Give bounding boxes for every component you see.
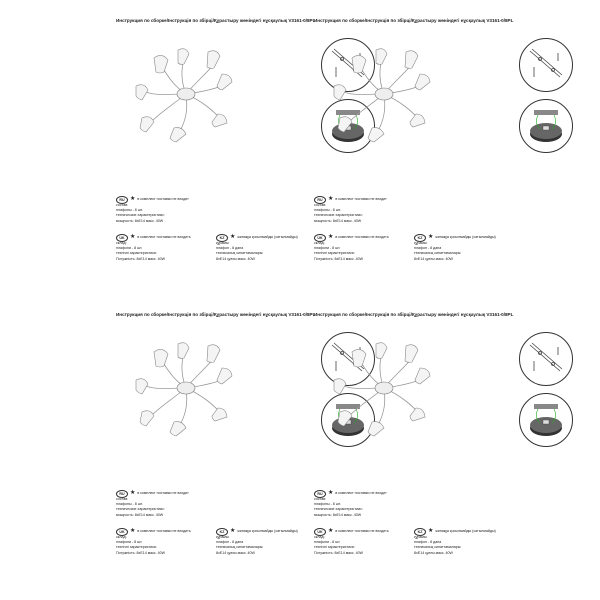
- ru-line: плафоны - 8 шт.: [314, 208, 341, 213]
- kz-line: техникалық сипаттамалары:: [216, 251, 264, 256]
- star-icon: ★: [328, 490, 334, 496]
- uk-badge: UK: [314, 528, 326, 536]
- spec-uk: [116, 234, 191, 262]
- spec-uk: [314, 528, 389, 556]
- ru-line: мощность: 8хE14 макс. 40W: [116, 512, 164, 517]
- ru-line: плафоны - 8 шт.: [116, 502, 143, 507]
- kz-line: техникалық сипаттамалары:: [414, 545, 462, 550]
- kz-badge: KZ: [216, 234, 228, 242]
- uk-line: плафони - 8 шт.: [314, 246, 341, 251]
- wiring-detail: [519, 99, 573, 153]
- star-icon: ★: [130, 528, 136, 534]
- uk-badge: UK: [116, 528, 128, 536]
- kz-line: плафон - 8 дана: [414, 246, 442, 251]
- kz-header: жинаққа қосылмайды (сатылмайды): [237, 528, 298, 533]
- kz-line: техникалық сипаттамалары:: [216, 545, 264, 550]
- kz-header: жинаққа қосылмайды (сатылмайды): [435, 528, 496, 533]
- chandelier-illustration: [126, 44, 246, 144]
- kz-line: плафон - 8 дана: [414, 540, 442, 545]
- uk-header: в комплект поставки не входить: [335, 234, 389, 239]
- uk-line: склад:: [314, 241, 325, 245]
- kz-line: 8хE14 қуаты макс. 40W: [414, 550, 453, 555]
- ru-badge: RU: [116, 490, 128, 498]
- uk-line: плафони - 8 шт.: [116, 540, 143, 545]
- ru-header: в комплект поставки не входит: [137, 490, 189, 495]
- ru-line: технические характеристики:: [116, 213, 165, 218]
- spec-kz: [216, 234, 298, 262]
- panel-title: Инструкция по сборке/Інструкція по збірці/Құрастыру жөніндегі нұсқаулық V3161-0/8PL: [116, 18, 316, 23]
- kz-line: 8хE14 қуаты макс. 40W: [216, 550, 255, 555]
- uk-badge: UK: [116, 234, 128, 242]
- uk-line: Потужність: 8хE14 макс. 40W: [116, 256, 165, 261]
- ru-badge: RU: [314, 196, 326, 204]
- kz-line: құрамы:: [414, 241, 428, 245]
- kz-line: плафон - 8 дана: [216, 540, 244, 545]
- spec-kz: [216, 528, 298, 556]
- spec-kz: [414, 234, 496, 262]
- kz-header: жинаққа қосылмайды (сатылмайды): [435, 234, 496, 239]
- wiring-detail: [519, 393, 573, 447]
- ru-line: технические характеристики:: [116, 507, 165, 512]
- uk-line: склад:: [116, 241, 127, 245]
- kz-line: техникалық сипаттамалары:: [414, 251, 462, 256]
- star-icon: ★: [428, 234, 434, 240]
- uk-line: склад:: [314, 535, 325, 539]
- chandelier-illustration: [324, 44, 444, 144]
- ru-badge: RU: [116, 196, 128, 204]
- ru-line: плафоны - 8 шт.: [116, 208, 143, 213]
- star-icon: ★: [328, 528, 334, 534]
- panel-title: Инструкция по сборке/Інструкція по збірці/Құрастыру жөніндегі нұсқаулық V3161-0/8PL: [314, 312, 514, 317]
- uk-line: технічні характеристики:: [314, 251, 355, 256]
- chandelier-illustration: [324, 338, 444, 438]
- ru-line: мощность: 8хE14 макс. 40W: [314, 218, 362, 223]
- kz-badge: KZ: [414, 528, 426, 536]
- panel-title: Инструкция по сборке/Інструкція по збірці/Құрастыру жөніндегі нұсқаулық V3161-0/8PL: [116, 312, 316, 317]
- kz-line: плафон - 8 дана: [216, 246, 244, 251]
- ru-badge: RU: [314, 490, 326, 498]
- uk-header: в комплект поставки не входить: [137, 528, 191, 533]
- ru-header: в комплект поставки не входит: [335, 490, 387, 495]
- spec-ru: [116, 196, 189, 224]
- spec-uk: [116, 528, 191, 556]
- star-icon: ★: [328, 196, 334, 202]
- ru-line: состав:: [314, 497, 327, 501]
- uk-line: технічні характеристики:: [116, 545, 157, 550]
- ru-header: в комплект поставки не входит: [335, 196, 387, 201]
- ru-header: в комплект поставки не входит: [137, 196, 189, 201]
- uk-line: Потужність: 8хE14 макс. 40W: [314, 256, 363, 261]
- ru-line: состав:: [116, 497, 129, 501]
- instruction-panel: [306, 16, 514, 306]
- spec-uk: [314, 234, 389, 262]
- kz-header: жинаққа қосылмайды (сатылмайды): [237, 234, 298, 239]
- uk-line: технічні характеристики:: [314, 545, 355, 550]
- uk-header: в комплект поставки не входить: [335, 528, 389, 533]
- uk-line: Потужність: 8хE14 макс. 40W: [314, 550, 363, 555]
- mounting-bracket-detail: [519, 38, 573, 92]
- kz-line: 8хE14 қуаты макс. 40W: [414, 256, 453, 261]
- star-icon: ★: [130, 234, 136, 240]
- star-icon: ★: [230, 528, 236, 534]
- ru-line: мощность: 8хE14 макс. 40W: [314, 512, 362, 517]
- ru-line: состав:: [116, 203, 129, 207]
- ru-line: плафоны - 8 шт.: [314, 502, 341, 507]
- spec-ru: [314, 490, 387, 518]
- uk-line: технічні характеристики:: [116, 251, 157, 256]
- kz-line: құрамы:: [216, 535, 230, 539]
- uk-line: Потужність: 8хE14 макс. 40W: [116, 550, 165, 555]
- star-icon: ★: [428, 528, 434, 534]
- ru-line: технические характеристики:: [314, 213, 363, 218]
- ru-line: мощность: 8хE14 макс. 40W: [116, 218, 164, 223]
- ru-line: технические характеристики:: [314, 507, 363, 512]
- chandelier-illustration: [126, 338, 246, 438]
- instruction-panel: [108, 16, 316, 306]
- kz-line: құрамы:: [414, 535, 428, 539]
- kz-badge: KZ: [414, 234, 426, 242]
- uk-line: плафони - 8 шт.: [314, 540, 341, 545]
- star-icon: ★: [328, 234, 334, 240]
- uk-line: плафони - 8 шт.: [116, 246, 143, 251]
- uk-line: склад:: [116, 535, 127, 539]
- kz-line: 8хE14 қуаты макс. 40W: [216, 256, 255, 261]
- kz-line: құрамы:: [216, 241, 230, 245]
- star-icon: ★: [130, 490, 136, 496]
- spec-kz: [414, 528, 496, 556]
- instruction-panel: [108, 310, 316, 600]
- panel-title: Инструкция по сборке/Інструкція по збірці/Құрастыру жөніндегі нұсқаулық V3161-0/8PL: [314, 18, 514, 23]
- instruction-panel: [306, 310, 514, 600]
- mounting-bracket-detail: [519, 332, 573, 386]
- kz-badge: KZ: [216, 528, 228, 536]
- spec-ru: [116, 490, 189, 518]
- uk-header: в комплект поставки не входить: [137, 234, 191, 239]
- spec-ru: [314, 196, 387, 224]
- ru-line: состав:: [314, 203, 327, 207]
- uk-badge: UK: [314, 234, 326, 242]
- star-icon: ★: [130, 196, 136, 202]
- star-icon: ★: [230, 234, 236, 240]
